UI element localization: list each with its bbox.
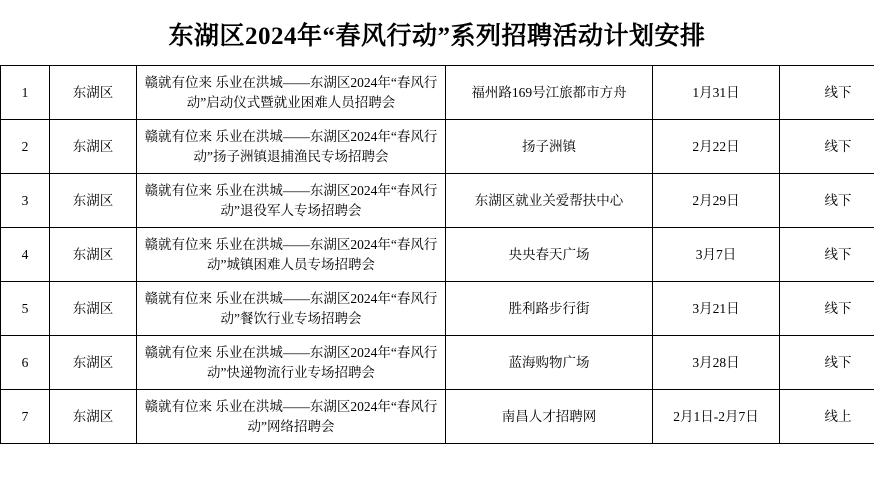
- row-index-cell: [1, 174, 50, 228]
- row-activity-name: 赣就有位来 乐业在洪城——东湖区2024年“春风行动”扬子洲镇退捕渔民专场招聘会: [144, 129, 438, 164]
- table-row: [1, 120, 874, 174]
- row-place-cell: [446, 336, 653, 390]
- row-activity-cell: [137, 282, 446, 336]
- row-date-cell: [653, 282, 780, 336]
- table-row: [1, 336, 874, 390]
- row-area-cell: [50, 228, 137, 282]
- row-area-cell: [50, 336, 137, 390]
- row-area: 东湖区: [72, 192, 114, 208]
- row-area-cell: [50, 66, 137, 120]
- row-mode: 线下: [824, 300, 852, 316]
- row-place: 胜利路步行街: [508, 300, 590, 316]
- row-area: 东湖区: [72, 84, 114, 100]
- row-index: 6: [21, 354, 29, 370]
- row-place: 蓝海购物广场: [508, 354, 590, 370]
- row-mode-cell: [780, 228, 874, 282]
- row-area-cell: [50, 282, 137, 336]
- row-activity-cell: [137, 336, 446, 390]
- row-date: 3月28日: [692, 354, 740, 370]
- row-mode: 线下: [824, 84, 852, 100]
- row-place-cell: [446, 66, 653, 120]
- row-index: 4: [21, 246, 29, 262]
- row-index: 7: [21, 408, 29, 424]
- row-activity-cell: [137, 174, 446, 228]
- row-index: 1: [21, 84, 29, 100]
- row-area: 东湖区: [72, 408, 114, 424]
- row-date: 2月1日-2月7日: [673, 408, 759, 424]
- row-activity-name: 赣就有位来 乐业在洪城——东湖区2024年“春风行动”餐饮行业专场招聘会: [144, 291, 438, 326]
- row-date: 2月22日: [692, 138, 740, 154]
- row-area: 东湖区: [72, 300, 114, 316]
- row-activity-name: 赣就有位来 乐业在洪城——东湖区2024年“春风行动”启动仪式暨就业困难人员招聘会: [144, 75, 438, 110]
- row-mode-cell: [780, 282, 874, 336]
- row-area-cell: [50, 174, 137, 228]
- row-mode-cell: [780, 390, 874, 444]
- row-mode: 线下: [824, 192, 852, 208]
- row-index: 2: [21, 138, 29, 154]
- row-date-cell: [653, 336, 780, 390]
- row-activity-cell: [137, 66, 446, 120]
- row-place: 央央春天广场: [508, 246, 590, 262]
- row-activity-name: 赣就有位来 乐业在洪城——东湖区2024年“春风行动”城镇困难人员专场招聘会: [144, 237, 438, 272]
- table-row: [1, 282, 874, 336]
- row-date: 3月21日: [692, 300, 740, 316]
- row-place-cell: [446, 174, 653, 228]
- table-row: [1, 174, 874, 228]
- row-index: 3: [21, 192, 29, 208]
- row-date-cell: [653, 390, 780, 444]
- table-row: [1, 390, 874, 444]
- row-index: 5: [21, 300, 29, 316]
- row-area-cell: [50, 390, 137, 444]
- row-date: 1月31日: [692, 84, 740, 100]
- row-mode-cell: [780, 66, 874, 120]
- row-index-cell: [1, 66, 50, 120]
- row-date-cell: [653, 120, 780, 174]
- row-index-cell: [1, 336, 50, 390]
- page-title: 东湖区2024年“春风行动”系列招聘活动计划安排: [168, 23, 706, 50]
- row-activity-cell: [137, 228, 446, 282]
- row-activity-name: 赣就有位来 乐业在洪城——东湖区2024年“春风行动”退役军人专场招聘会: [144, 183, 438, 218]
- row-place: 福州路169号江旅都市方舟: [471, 84, 627, 100]
- schedule-table: [0, 65, 874, 444]
- row-activity-cell: [137, 390, 446, 444]
- row-index-cell: [1, 282, 50, 336]
- row-mode-cell: [780, 120, 874, 174]
- row-date: 2月29日: [692, 192, 740, 208]
- row-place: 南昌人才招聘网: [501, 408, 597, 424]
- row-index-cell: [1, 390, 50, 444]
- row-place-cell: [446, 120, 653, 174]
- row-area: 东湖区: [72, 138, 114, 154]
- row-mode: 线下: [824, 246, 852, 262]
- row-index-cell: [1, 120, 50, 174]
- row-area: 东湖区: [72, 246, 114, 262]
- row-activity-name: 赣就有位来 乐业在洪城——东湖区2024年“春风行动”快递物流行业专场招聘会: [144, 345, 438, 380]
- row-mode: 线下: [824, 138, 852, 154]
- row-date-cell: [653, 228, 780, 282]
- row-index-cell: [1, 228, 50, 282]
- row-place: 东湖区就业关爱帮扶中心: [474, 192, 624, 208]
- row-mode: 线下: [824, 354, 852, 370]
- table-row: [1, 228, 874, 282]
- row-mode-cell: [780, 174, 874, 228]
- row-area: 东湖区: [72, 354, 114, 370]
- row-place-cell: [446, 228, 653, 282]
- row-place-cell: [446, 282, 653, 336]
- row-place: 扬子洲镇: [522, 138, 576, 154]
- table-row: [1, 66, 874, 120]
- row-date-cell: [653, 174, 780, 228]
- row-mode: 线上: [824, 408, 852, 424]
- row-place-cell: [446, 390, 653, 444]
- row-mode-cell: [780, 336, 874, 390]
- row-date: 3月7日: [695, 246, 737, 262]
- table-body: [1, 66, 874, 444]
- row-area-cell: [50, 120, 137, 174]
- row-activity-cell: [137, 120, 446, 174]
- row-activity-name: 赣就有位来 乐业在洪城——东湖区2024年“春风行动”网络招聘会: [144, 399, 438, 434]
- row-date-cell: [653, 66, 780, 120]
